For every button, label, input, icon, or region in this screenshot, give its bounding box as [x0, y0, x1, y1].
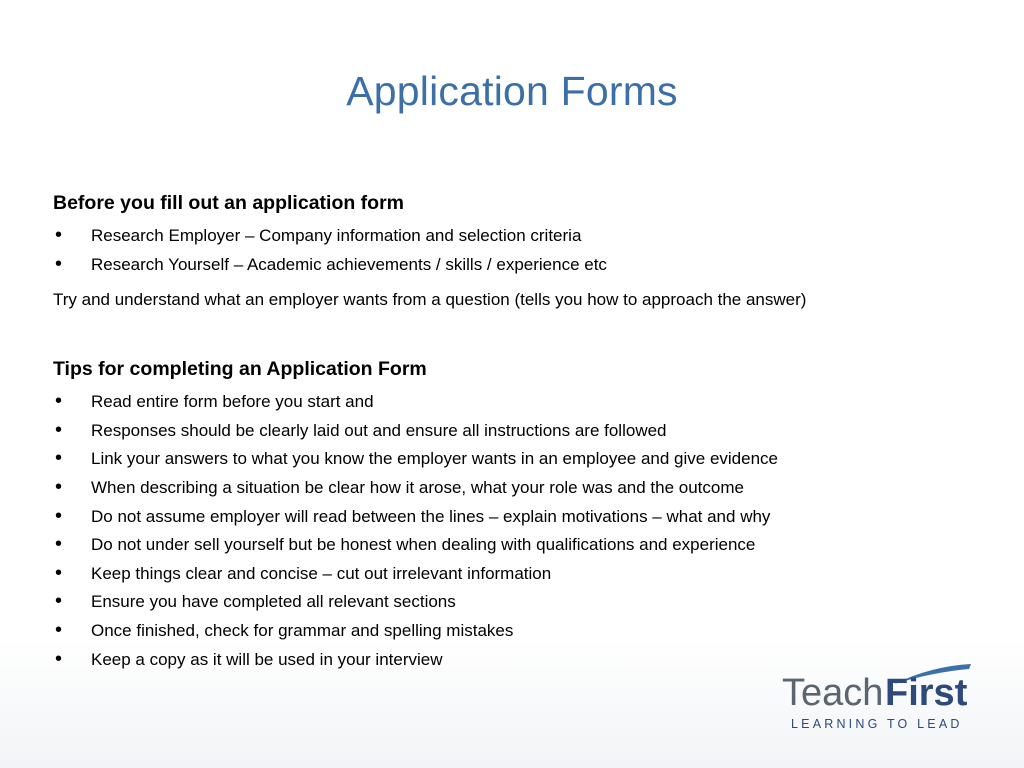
list-item — [53, 445, 993, 474]
bullet-icon: • — [55, 475, 63, 498]
bullet-icon: • — [55, 418, 63, 441]
bullet-icon: • — [55, 252, 63, 275]
list-item-text: Responses should be clearly laid out and ensure all instructions are followed — [91, 420, 667, 440]
list-item — [53, 503, 993, 532]
bullet-icon: • — [55, 647, 63, 670]
list-item-text: Research Yourself – Academic achievements / skills / experience etc — [91, 254, 607, 274]
list-item-text: Do not under sell yourself but be honest when dealing with qualifications and experience — [91, 535, 756, 555]
slide-content — [53, 190, 993, 674]
teachfirst-logo — [782, 662, 982, 737]
list-item — [53, 251, 993, 280]
list-item-text: Once finished, check for grammar and spelling mistakes — [91, 620, 514, 640]
guidance-paragraph: Try and understand what an employer wants from a question (tells you how to approach the answer) — [53, 290, 807, 310]
section-heading-tips: Tips for completing an Application Form — [53, 358, 427, 381]
bullet-icon: • — [55, 224, 63, 246]
list-item-text: Do not assume employer will read between the lines – explain motivations – what and why — [91, 506, 771, 526]
list-item-text: Read entire form before you start and — [91, 392, 374, 412]
teachfirst-logo-graphic — [782, 662, 982, 737]
list-item-text: When describing a situation be clear how it arose, what your role was and the outcome — [91, 477, 744, 497]
list-item — [53, 388, 993, 417]
slide-title: Application Forms — [346, 68, 678, 114]
list-item-text: Keep things clear and concise – cut out irrelevant information — [91, 563, 552, 583]
section-heading-before: Before you fill out an application form — [53, 192, 405, 214]
logo-word-first: First — [885, 672, 968, 714]
bullet-icon: • — [55, 618, 63, 641]
list-item — [53, 222, 993, 251]
list-item — [53, 531, 993, 560]
list-item — [53, 588, 993, 617]
list-item-text: Keep a copy as it will be used in your interview — [91, 649, 443, 669]
bullet-icon: • — [55, 390, 63, 413]
list-item-text: Link your answers to what you know the employer wants in an employee and give evidence — [91, 449, 778, 469]
bullet-icon: • — [55, 561, 63, 584]
bullet-icon: • — [55, 533, 63, 556]
logo-tagline: LEARNING TO LEAD — [791, 717, 963, 731]
bullet-icon: • — [55, 590, 63, 613]
list-item — [53, 417, 993, 446]
list-item — [53, 474, 993, 503]
list-item-text: Ensure you have completed all relevant sections — [91, 592, 456, 612]
list-item — [53, 617, 993, 646]
bullet-list-before — [53, 222, 993, 279]
bullet-list-tips — [53, 388, 993, 674]
bullet-icon: • — [55, 447, 63, 470]
list-item-text: Research Employer – Company information and selection criteria — [91, 226, 582, 245]
bullet-icon: • — [55, 504, 63, 527]
list-item — [53, 560, 993, 589]
logo-word-teach: Teach — [782, 672, 884, 714]
